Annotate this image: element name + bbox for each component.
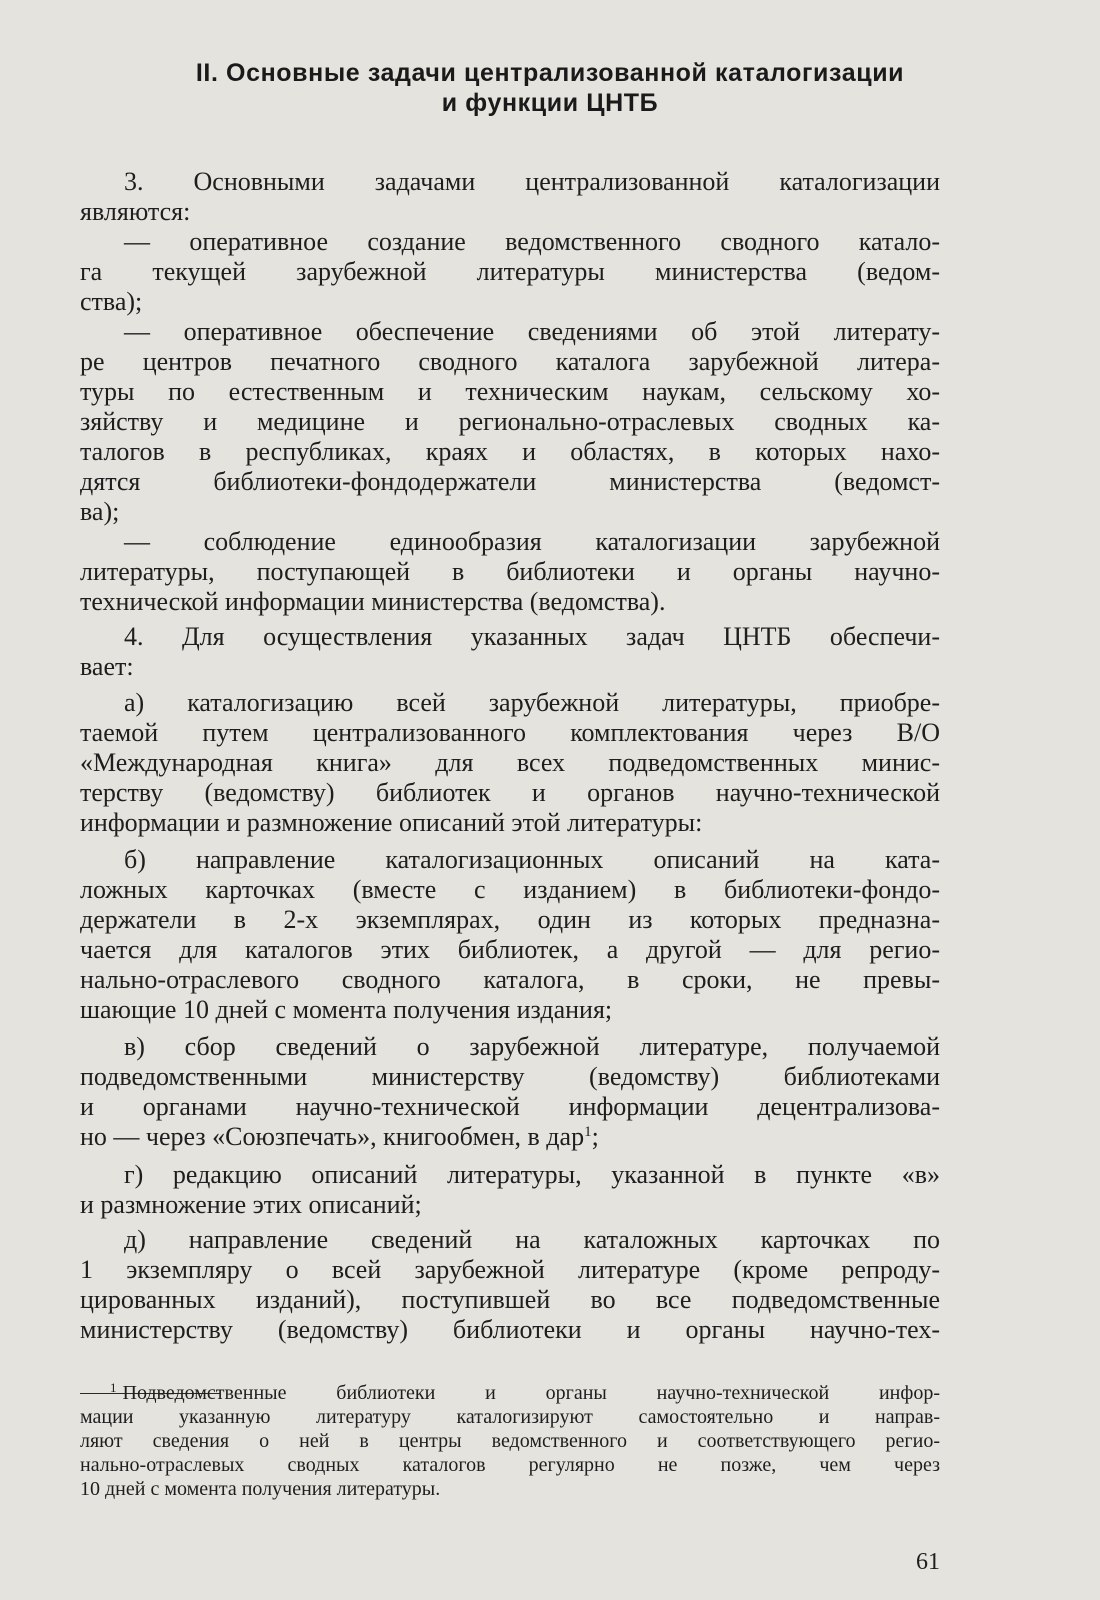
body-line: а) каталогизацию всей зарубежной литературы, приобре- (124, 688, 940, 717)
footnote-line: 10 дней с момента получения литературы. (80, 1478, 441, 1500)
body-line: шающие 10 дней с момента получения издания; (80, 995, 613, 1024)
body-line: чается для каталогов этих библиотек, а другой — для регио- (80, 935, 940, 964)
footnote-marker: 1 (110, 1380, 117, 1395)
body-line: держатели в 2-х экземплярах, один из которых предназна- (80, 905, 940, 934)
footnote-reference: 1 (584, 1124, 592, 1140)
body-line: 1 экземпляру о всей зарубежной литературе (кроме репроду- (80, 1255, 940, 1284)
body-line-text: но — через «Союзпечать», книгообмен, в дар (80, 1122, 585, 1151)
body-line: 4. Для осуществления указанных задач ЦНТБ обеспечи- (124, 622, 940, 651)
body-line: информации и размножение описаний этой литературы: (80, 808, 703, 837)
footnote-text: Подведомственные библиотеки и органы научно-технической инфор- (122, 1382, 940, 1404)
body-line: ложных карточках (вместе с изданием) в библиотеки-фондо- (80, 875, 940, 904)
body-line-with-footnote-ref (80, 1122, 940, 1152)
body-line: зяйству и медицине и регионально-отраслевых сводных ка- (80, 407, 940, 436)
body-line: нально-отраслевого сводного каталога, в сроки, не превы- (80, 965, 940, 994)
body-line: и органами научно-технической информации децентрализова- (80, 1092, 940, 1121)
body-line: га текущей зарубежной литературы министерства (ведом- (80, 257, 940, 286)
footnote-line (110, 1381, 940, 1405)
body-line: цированных изданий), поступившей во все подведомственные (80, 1285, 940, 1314)
body-line: «Международная книга» для всех подведомственных минис- (80, 748, 940, 777)
body-line: — оперативное создание ведомственного сводного катало- (124, 227, 940, 256)
footnote-line: ляют сведения о ней в центры ведомственного и соответствующего регио- (80, 1430, 940, 1452)
body-line: б) направление каталогизационных описаний на ката- (124, 845, 940, 874)
footnote-line: мации указанную литературу каталогизируют самостоятельно и направ- (80, 1406, 940, 1428)
section-heading-line-2: и функции ЦНТБ (441, 89, 659, 117)
page-number: 61 (916, 1549, 940, 1575)
body-line: министерству (ведомству) библиотеки и органы научно-тех- (80, 1315, 940, 1344)
body-line: терству (ведомству) библиотек и органов научно-технической (80, 778, 940, 807)
footnote-line: нально-отраслевых сводных каталогов регулярно не позже, чем через (80, 1454, 940, 1476)
body-line: г) редакцию описаний литературы, указанной в пункте «в» (124, 1160, 940, 1189)
body-line: д) направление сведений на каталожных карточках по (124, 1225, 940, 1254)
body-line: дятся библиотеки-фондодержатели министерства (ведомст- (80, 467, 940, 496)
body-line: технической информации министерства (ведомства). (80, 587, 666, 616)
body-line: и размножение этих описаний; (80, 1190, 422, 1219)
body-line: являются: (80, 197, 191, 226)
body-line: таемой путем централизованного комплектования через В/О (80, 718, 940, 747)
body-line: талогов в республиках, краях и областях, в которых нахо- (80, 437, 940, 466)
body-line: — оперативное обеспечение сведениями об этой литерату- (124, 317, 940, 346)
body-line: — соблюдение единообразия каталогизации зарубежной (124, 527, 940, 556)
body-line: ства); (80, 287, 143, 316)
body-line: туры по естественным и техническим наукам, сельскому хо- (80, 377, 940, 406)
body-line: вает: (80, 652, 134, 681)
body-line: 3. Основными задачами централизованной каталогизации (124, 167, 940, 196)
body-line: ва); (80, 497, 120, 526)
footnote-reference-punctuation: ; (591, 1122, 599, 1151)
body-line: литературы, поступающей в библиотеки и органы научно- (80, 557, 940, 586)
body-line: ре центров печатного сводного каталога зарубежной литера- (80, 347, 940, 376)
body-line: в) сбор сведений о зарубежной литературе, получаемой (124, 1032, 940, 1061)
section-heading-line-1: II. Основные задачи централизованной каталогизации (195, 59, 905, 87)
body-line: подведомственными министерству (ведомству) библиотеками (80, 1062, 940, 1091)
